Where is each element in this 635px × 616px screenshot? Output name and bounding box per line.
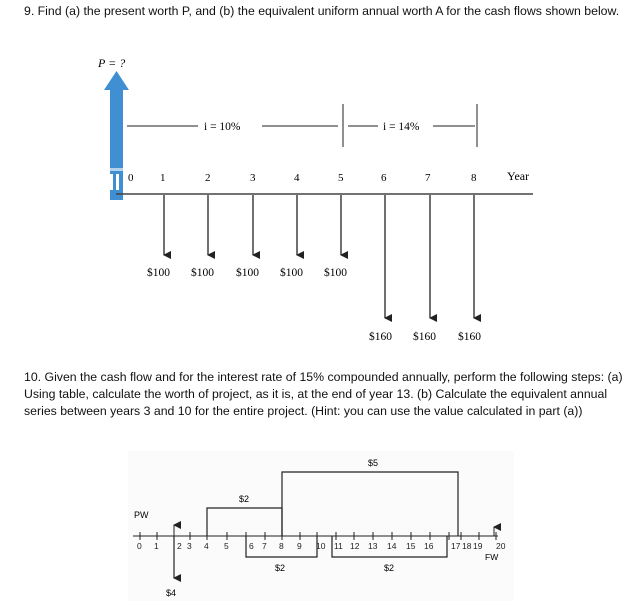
year-label: 6 xyxy=(381,172,387,184)
withdrawal-label: $100 xyxy=(191,267,214,279)
q10-year-label: 19 xyxy=(473,541,483,551)
rate1-label: i = 10% xyxy=(204,121,241,133)
q10-year-label: 12 xyxy=(350,541,360,551)
question-9-text: 9. Find (a) the present worth P, and (b) the equivalent uniform annual worth A for the cash flows shown below. xyxy=(24,4,620,18)
q10-year-label: 6 xyxy=(249,541,254,551)
withdrawal-label: $160 xyxy=(413,331,436,343)
outflow-2b-label: $2 xyxy=(384,563,395,573)
q10-year-label: 5 xyxy=(224,541,229,551)
year-label: 4 xyxy=(294,172,300,184)
q10-year-label: 4 xyxy=(204,541,209,551)
outflow-2a-label: $2 xyxy=(275,563,286,573)
q10-year-label: 9 xyxy=(297,541,302,551)
present-worth-arrow xyxy=(104,71,129,200)
year-label: 0 xyxy=(128,172,134,184)
q10-year-label: 16 xyxy=(424,541,434,551)
q10-year-label: 13 xyxy=(368,541,378,551)
fw-label: FW xyxy=(485,552,499,562)
withdrawal-label: $100 xyxy=(324,267,347,279)
q10-diagram xyxy=(128,451,514,601)
q10-year-label: 18 xyxy=(462,541,472,551)
inflow-5-label: $5 xyxy=(368,458,379,468)
q10-year-label: 2 xyxy=(177,541,182,551)
pw-label: PW xyxy=(134,510,149,520)
year-axis-label: Year xyxy=(507,169,530,183)
withdrawal-label: $100 xyxy=(236,267,259,279)
outflow-4-label: $4 xyxy=(166,588,177,598)
year-label: 1 xyxy=(160,172,166,184)
q10-year-label: 1 xyxy=(154,541,159,551)
q10-year-label: 14 xyxy=(387,541,397,551)
q9-diagram xyxy=(97,56,533,343)
q10-year-label: 10 xyxy=(316,541,326,551)
question-10-text: 10. Given the cash flow and for the interest rate of 15% compounded annually, perform the following steps: (a) Using table, calculate the worth of project, as it is, at the end of year 13. (b) Calculate the equivalent annual series between years 3 and 10 for the entire project. (Hint: you can use the value calculated in part (a)) xyxy=(24,370,623,418)
inflow-2-label: $2 xyxy=(239,494,250,504)
year-label: 3 xyxy=(250,172,256,184)
q10-year-label: 15 xyxy=(406,541,416,551)
q10-year-label: 20 xyxy=(496,541,506,551)
withdrawal-label: $160 xyxy=(369,331,392,343)
q10-year-label: 7 xyxy=(262,541,267,551)
p-label: P = ? xyxy=(98,56,126,70)
q10-year-label: 0 xyxy=(137,541,142,551)
withdrawal-label: $100 xyxy=(147,267,170,279)
year-label: 2 xyxy=(205,172,211,184)
q10-year-label: 3 xyxy=(187,541,192,551)
diagram-background xyxy=(128,451,514,601)
year-label: 8 xyxy=(471,172,477,184)
year-label: 5 xyxy=(338,172,344,184)
withdrawal-label: $160 xyxy=(458,331,481,343)
year-label: 7 xyxy=(425,172,431,184)
q10-year-label: 17 xyxy=(451,541,461,551)
withdrawal-label: $100 xyxy=(280,267,303,279)
rate2-label: i = 14% xyxy=(383,121,420,133)
q10-year-label: 8 xyxy=(279,541,284,551)
q10-year-label: 11 xyxy=(334,541,343,551)
